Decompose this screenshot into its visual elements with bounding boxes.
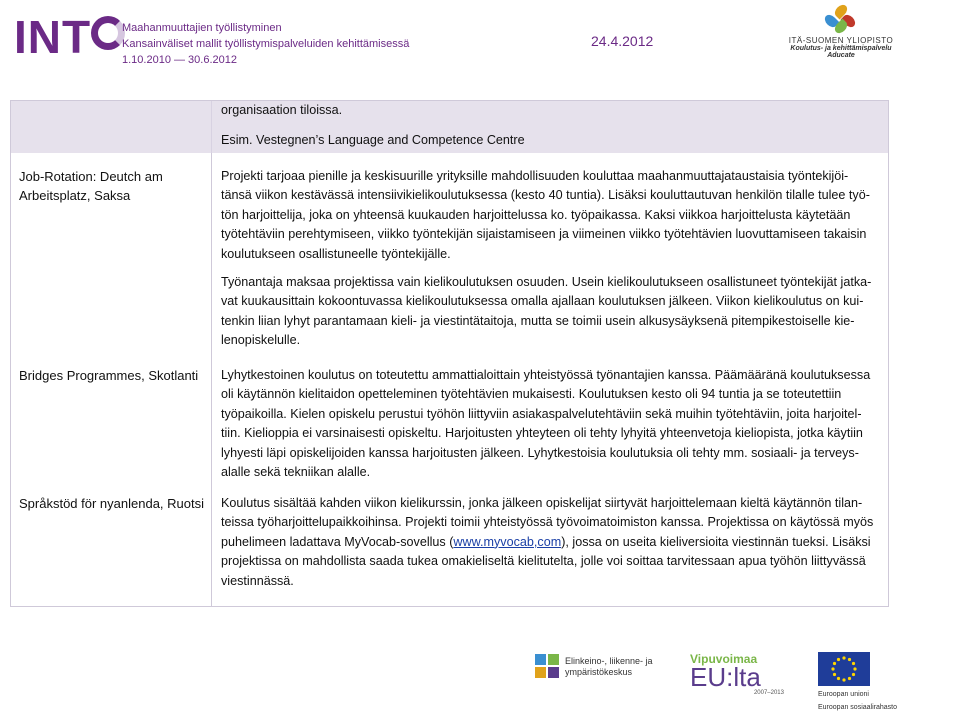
table-cell-desc: [211, 480, 888, 606]
table-row: [11, 101, 888, 153]
int-logo: [14, 11, 125, 63]
desc-line: työtehtäviin perehtymiseen, viikko työntekijän sijaistamiseen ja viimeinen viikko työtehtävien luovuttamiseen takaisin: [221, 227, 867, 242]
desc-line: koulutukseen osallistuneelle työntekijälle.: [221, 246, 451, 261]
ely-text: [565, 656, 653, 678]
desc-line: [221, 533, 888, 552]
desc-line: Esim. Vestegnen’s Language and Competence Centre: [221, 133, 525, 148]
desc-line: lenopiskelulle.: [221, 333, 301, 348]
ely-line2: ympäristökeskus: [565, 667, 633, 677]
project-period: 1.10.2010 — 30.6.2012: [122, 54, 237, 66]
desc-line: lyhyesti läpi opiskelijoiden kanssa harjoitusten jälkeen. Lyhytkestoisia koulutuksia oli tehty mm. sosiaali- ja terveys-: [221, 445, 859, 460]
eu-line1: Euroopan unioni: [818, 691, 869, 698]
desc-line: Koulutus sisältää kahden viikon kielikurssin, jonka jälkeen opiskelijat siirtyvät harjoittelemaan kieltä käytännön tilan-: [221, 496, 863, 510]
desc-line: vat kuukausittain kokoontuvassa kielikoulutuksessa omalla ajallaan koulutuksen jälkeen. Viikon kielikoulutus on kui-: [221, 294, 864, 309]
university-name: ITÄ-SUOMEN YLIOPISTO: [788, 36, 894, 45]
eu-logo: [818, 652, 938, 712]
ely-line1: Elinkeino-, liikenne- ja: [565, 656, 653, 666]
program-name: Job-Rotation: Deutch am: [19, 169, 163, 184]
desc-text: puhelimeen ladattava MyVocab-sovellus (: [221, 534, 454, 549]
desc-line: tiin. Kielioppia ei varsinaisesti opiskeltu. Harjoitusten yhteyteen oli tehty lyhyitä yhteenvetoja kieliopista, jotka käytiin: [221, 426, 863, 441]
table-cell-desc: [211, 101, 888, 153]
university-flower-icon: [826, 4, 856, 34]
table-cell-desc: [211, 153, 888, 352]
desc-line: oli käytännön kielitaidon opetteleminen työtehtävien mukaisesti. Koulutuksen kesto oli 94 tuntia ja se toteutettiin: [221, 387, 842, 402]
university-unit-2: Aducate: [827, 52, 855, 59]
desc-line: Lyhytkestoinen koulutus on toteutettu ammattialoittain yhteistyössä työnantajien kanssa. Päämääränä koulutuksessa: [221, 368, 871, 382]
project-info: [122, 20, 409, 68]
ely-mark-icon: [535, 654, 559, 678]
programs-table: [10, 100, 889, 607]
desc-line: tänsä viikon kestävässä intensiivikielikoulutuksessa (kesto 40 tuntia). Lisäksi kouluttautuvan henkilön tilalle tulee työ-: [221, 188, 870, 203]
eu-flag-icon: [818, 652, 870, 686]
desc-line: Työnantaja maksaa projektissa vain kielikoulutuksen osuuden. Usein kielikoulutukseen osallistuneet työntekijät jatka-: [221, 275, 872, 290]
desc-line: organisaation tiloissa.: [221, 103, 343, 117]
eu-stars-icon: [830, 655, 858, 683]
vipu-line3: 2007–2013: [753, 690, 784, 696]
desc-line: työpaikoilla. Kielen opiskelu perustui työhön liittyviin asiakaspalvelutehtäviin sekä muihin työtehtäviin, joita harjoitel-: [221, 406, 862, 421]
desc-line: teissa työharjoittelupaikkoihinsa. Projekti toimii yhteistyössä työvoimatoimiston kanssa. Projektissa on käytössä myös: [221, 515, 874, 530]
desc-text: ), jossa on useita kieliversioita viestinnän tueksi. Lisäksi: [561, 534, 871, 549]
table-cell-name: [11, 101, 211, 153]
desc-line: viestinnässä.: [221, 573, 294, 588]
vipu-line1: Vipuvoimaa: [690, 652, 758, 666]
project-title: Maahanmuuttajien työllistyminen: [122, 22, 282, 34]
table-cell-name: [11, 352, 211, 480]
page-footer: [0, 640, 960, 711]
program-name: Bridges Programmes, Skotlanti: [19, 368, 199, 383]
desc-line: projektissa on mahdollista saada tukea omakieliseltä kielitutelta, jolle voi soittaa tarvitessaan apua työhön liittyvässä: [221, 554, 866, 569]
vipu-line2: EU:lta: [690, 662, 761, 692]
table-row: [11, 153, 888, 352]
table-cell-desc: [211, 352, 888, 480]
university-unit: Koulutus- ja kehittämispalvelu: [790, 45, 892, 52]
program-name: Språkstöd för nyanlenda, Ruotsi: [19, 496, 204, 511]
desc-line: tön harjoittelija, joka on yhteensä kuukauden harjoittelussa ko. työpaikassa. Kaksi viikkoa harjoittelusta käytetään: [221, 207, 851, 222]
desc-line: tenkin liian lyhyt parantamaan kieli- ja viestintätaitoja, mutta se toimii usein alkusysäyksenä pitempikestoiselle kie-: [221, 313, 855, 328]
int-logo-circle-icon: [91, 16, 125, 50]
table-row: [11, 352, 888, 480]
university-logo: [786, 4, 896, 64]
eu-line2: Euroopan sosiaalirahasto: [818, 704, 897, 711]
page-header: [0, 0, 960, 80]
program-name: Arbeitsplatz, Saksa: [19, 188, 131, 203]
table-cell-name: [11, 480, 211, 606]
project-subtitle: Kansainväliset mallit työllistymispalveluiden kehittämisessä: [122, 38, 410, 50]
myvocab-link[interactable]: www.myvocab,com: [453, 534, 562, 549]
table-row: [11, 480, 888, 606]
desc-line: Projekti tarjoaa pienille ja keskisuurille yrityksille mahdollisuuden kouluttaa maahanmuuttajataustaisia työntekijöi-: [221, 169, 849, 183]
int-logo-text: INT: [14, 11, 92, 63]
vipuvoimaa-logo: [690, 652, 790, 696]
table-cell-name: [11, 153, 211, 352]
desc-line: alalle sekä tekniikan alalle.: [221, 465, 371, 480]
header-date: 24.4.2012: [591, 33, 654, 49]
